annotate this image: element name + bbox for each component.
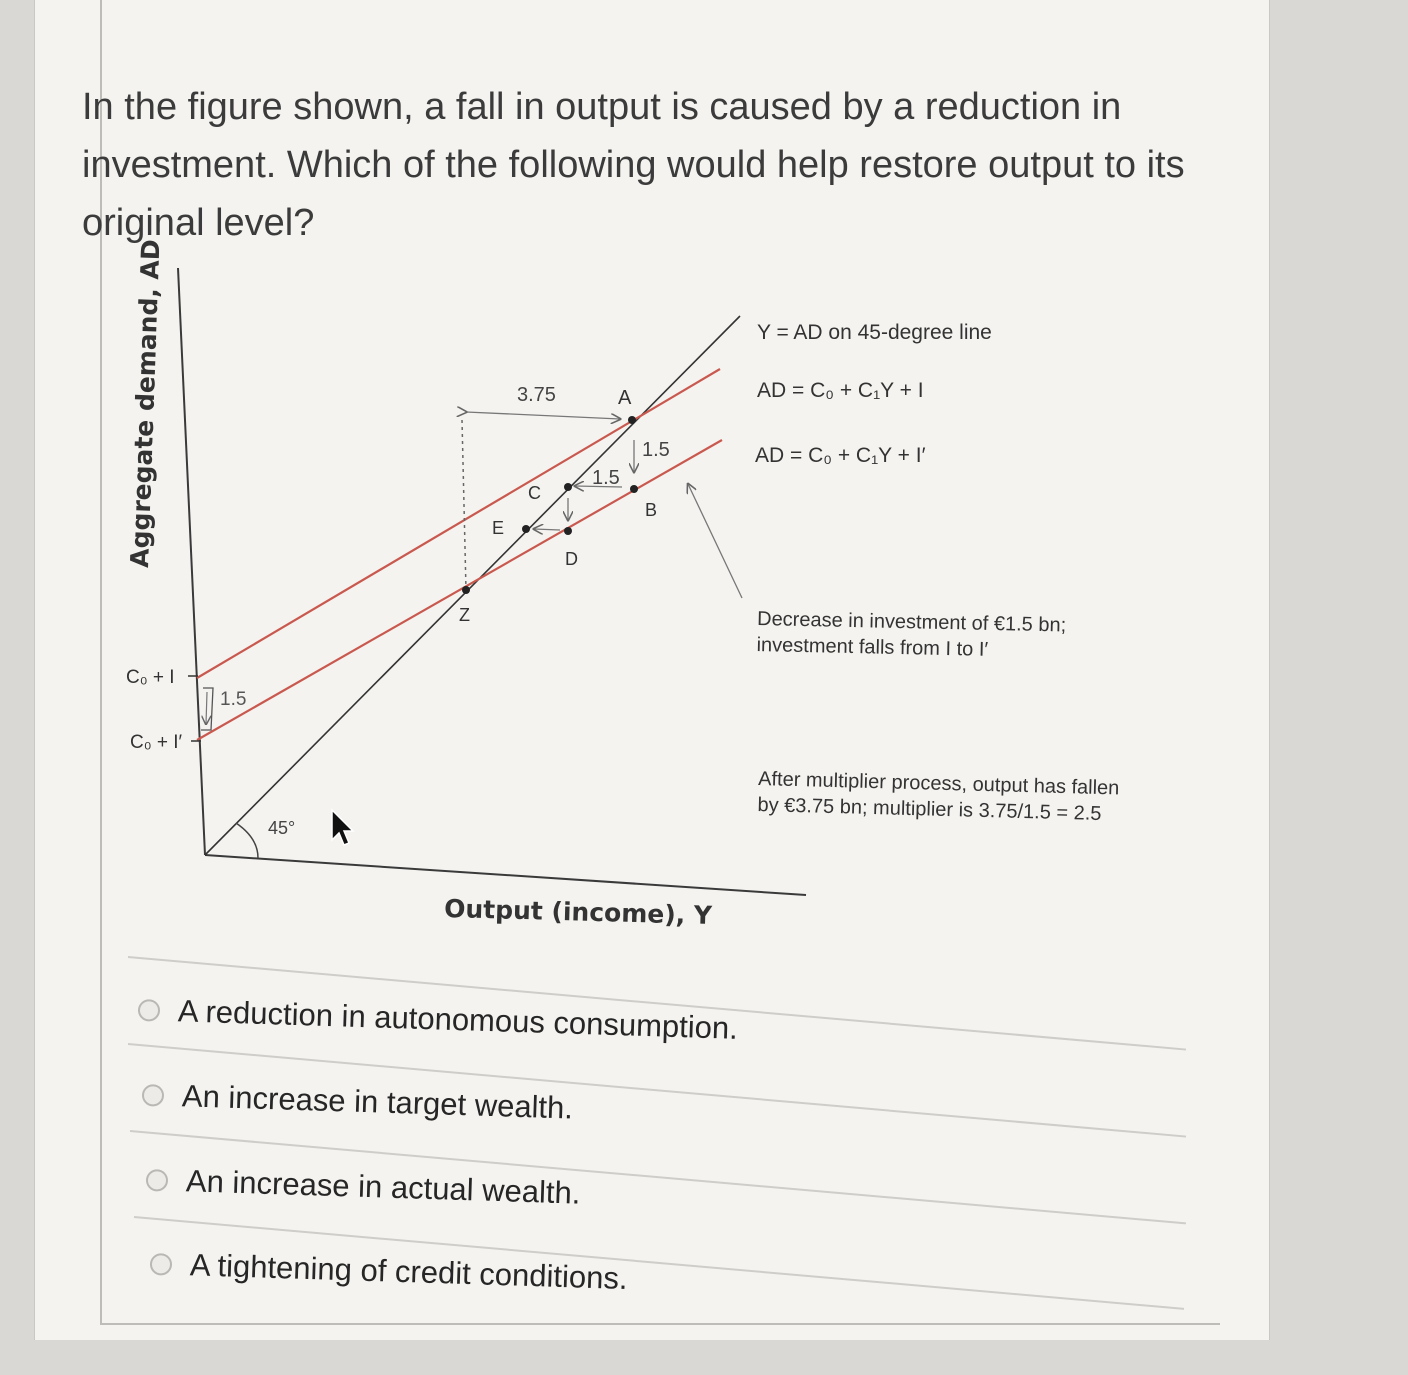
option-label: A reduction in autonomous consumption. [177,993,739,1046]
step-label-1: 1.5 [642,439,670,461]
note-multiplier-line1: After multiplier process, output has fallen [757,768,1120,800]
radio-button[interactable] [142,1084,165,1107]
intercept-upper-label: C₀ + I [126,667,175,688]
note-decrease-line1: Decrease in investment of €1.5 bn; [756,608,1067,637]
gap-label: 1.5 [220,689,247,710]
point-a-label: A [618,387,632,409]
legend-45-line: Y = AD on 45-degree line [757,321,992,344]
point-b-label: B [645,500,658,520]
option-label: A tightening of credit conditions. [189,1247,629,1296]
point-e-label: E [492,518,505,538]
ad-lower-line [197,440,722,740]
point-z [462,586,470,594]
dotted-guide [462,420,466,590]
line-45-degree [205,316,740,855]
question-text: In the figure shown, a fall in output is caused by a reduction in investment. Which of the following would help restore output to its original level? [82,86,1185,244]
radio-button[interactable] [138,999,161,1022]
legend-ad-lower: AD = C₀ + C₁Y + I′ [755,444,926,467]
ad-upper-line [197,369,720,678]
radio-button[interactable] [146,1169,169,1192]
cursor-icon [332,810,353,845]
y-axis-label: Aggregate demand, AD [125,238,166,569]
width-label: 3.75 [517,384,556,406]
y-axis [178,268,205,855]
legend-ad-upper: AD = C₀ + C₁Y + I [757,379,924,402]
step-arrow-de [534,529,560,530]
angle-label: 45° [268,818,296,838]
intercept-lower-label: C₀ + I′ [130,732,183,753]
note-decrease-line2: investment falls from I to I′ [756,633,989,661]
gap-arrow [206,692,207,724]
point-z-label: Z [459,605,470,625]
point-b [630,485,638,493]
point-d-label: D [565,549,578,569]
point-d [564,527,572,535]
radio-button[interactable] [150,1253,173,1276]
point-e [522,525,530,533]
point-c [564,483,572,491]
option-label: An increase in actual wealth. [185,1163,581,1211]
width-arrow [466,412,620,419]
x-axis [205,855,806,895]
point-c-label: C [528,483,541,503]
point-a [628,416,636,424]
note-multiplier-line2: by €3.75 bn; multiplier is 3.75/1.5 = 2.5 [757,793,1102,825]
x-axis-label: Output (income), Y [443,894,713,931]
angle-arc [236,823,258,858]
step-label-2: 1.5 [592,467,620,489]
note-pointer [688,484,742,598]
option-label: An increase in target wealth. [181,1078,574,1126]
